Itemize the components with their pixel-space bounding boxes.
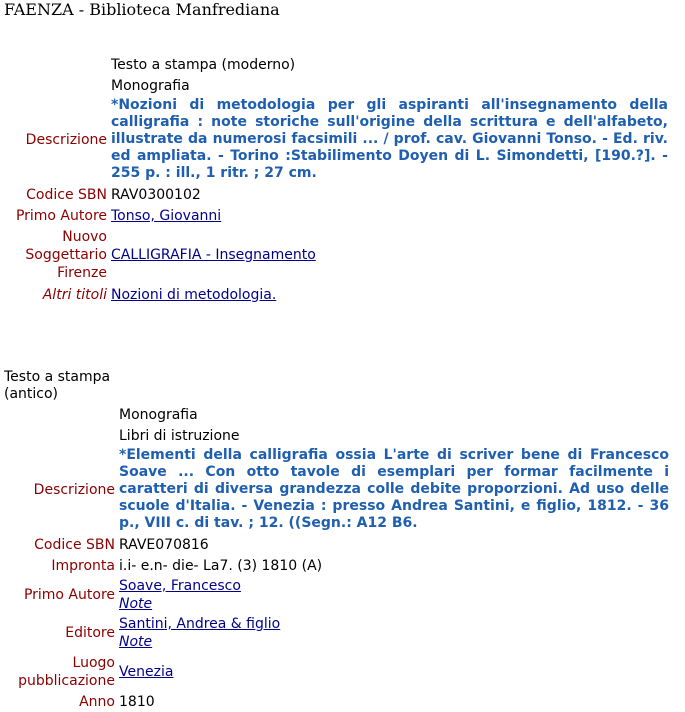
description-label: Descrizione xyxy=(25,131,107,148)
subject-label: Nuovo Soggettario Firenze xyxy=(25,229,107,281)
primary-author-label: Primo Autore xyxy=(15,207,107,224)
primary-author-link[interactable]: Tonso, Giovanni xyxy=(111,207,222,224)
publisher-note-link[interactable]: Note xyxy=(119,634,153,650)
genre: Libri di istruzione xyxy=(119,427,240,444)
record-antique xyxy=(0,404,669,712)
fingerprint-label: Impronta xyxy=(51,557,115,574)
other-titles-label: Altri titoli xyxy=(42,286,107,303)
record-modern xyxy=(0,54,668,305)
library-title: FAENZA - Biblioteca Manfrediana xyxy=(4,0,280,19)
publication-place-link[interactable]: Venezia xyxy=(119,664,174,680)
description-text: *Elementi della calligrafia ossia L'arte di scriver bene di Francesco Soave ... Con otto tavole di esemplari per formar facilmente i caratteri di diversa grandezza colle debite proporzioni. Ad uso delle scuole d'Italia. - Venezia : presso Andrea Santini, e figlio, 1812. - 36 p., VIII c. di tav. ; 12. ((Segn.: A12 B6. xyxy=(119,447,669,531)
material-type-antique: Testo a stampa (antico) xyxy=(4,369,111,402)
primary-author-label: Primo Autore xyxy=(23,587,115,603)
sbn-code-value: RAVE070816 xyxy=(119,536,209,553)
fingerprint-value: i.i- e.n- die- La7. (3) 1810 (A) xyxy=(119,557,323,574)
subject-link[interactable]: CALLIGRAFIA - Insegnamento xyxy=(111,247,316,263)
material-type: Testo a stampa (moderno) xyxy=(111,56,296,73)
publication-place-label: Luogo pubblicazione xyxy=(18,655,115,689)
year-label: Anno xyxy=(79,693,115,710)
publisher-link[interactable]: Santini, Andrea & figlio xyxy=(119,616,281,632)
sbn-code-label: Codice SBN xyxy=(26,186,107,203)
description-text: *Nozioni di metodologia per gli aspiranti all'insegnamento della calligrafia : note storiche sull'origine della scrittura e dell'alfabeto, illustrate da numerosi facsimili ... / prof. cav. Giovanni Tonso. - Ed. riv. ed ampliata. - Torino :Stabilimento Doyen di L. Simondetti, [190.?]. - 255 p. : ill., 1 ritr. ; 27 cm. xyxy=(111,97,668,181)
publisher-label: Editore xyxy=(65,625,115,641)
description-label: Descrizione xyxy=(33,481,115,498)
sbn-code-value: RAV0300102 xyxy=(111,186,201,203)
other-titles-link[interactable]: Nozioni di metodologia. xyxy=(111,286,277,303)
sbn-code-label: Codice SBN xyxy=(34,536,115,553)
bibliographic-level: Monografia xyxy=(111,77,190,94)
author-note-link[interactable]: Note xyxy=(119,596,153,612)
year-value: 1810 xyxy=(119,693,155,710)
primary-author-link[interactable]: Soave, Francesco xyxy=(119,578,241,594)
bibliographic-level: Monografia xyxy=(119,406,198,423)
